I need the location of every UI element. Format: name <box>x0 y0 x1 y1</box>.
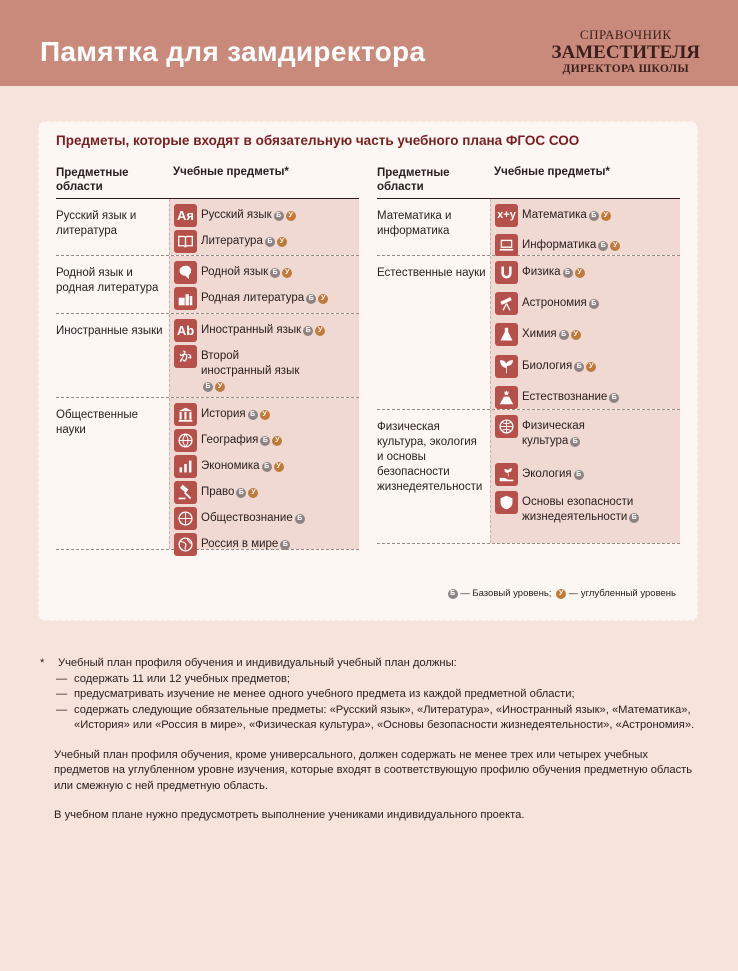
legend-base-text: — Базовый уровень; <box>460 588 552 599</box>
subject-area-group <box>56 314 359 398</box>
subjects-header: Учебные предметы* <box>173 166 289 178</box>
base-level-badge: Б <box>570 437 580 447</box>
shield-icon <box>495 491 518 514</box>
physics-icon <box>495 261 518 284</box>
area-header-line2: области <box>377 181 424 193</box>
base-level-badge: Б <box>303 326 313 336</box>
legend-adv-text: — углубленный уровень <box>568 588 676 599</box>
advanced-level-badge: У <box>260 410 270 420</box>
subject-item <box>174 481 258 504</box>
latin-letters-icon: Ab <box>174 319 197 342</box>
base-level-badge: Б <box>306 294 316 304</box>
subject-name <box>522 463 584 482</box>
subject-name <box>201 319 325 338</box>
advanced-level-badge: У <box>571 330 581 340</box>
base-level-badge: Б <box>574 362 584 372</box>
subjects-list <box>169 398 359 549</box>
subject-name-text: Физика <box>522 266 561 278</box>
formula-icon: x+y <box>495 204 518 227</box>
level-legend <box>446 588 676 599</box>
base-level-badge: Б <box>589 211 599 221</box>
subject-area-group <box>377 199 680 256</box>
laptop-icon <box>495 234 518 257</box>
right-column <box>377 163 680 544</box>
subject-name-text: Родная литература <box>201 292 305 304</box>
subject-item <box>495 386 619 409</box>
volcano-icon <box>495 386 518 409</box>
brand-line-2: ЗАМЕСТИТЕЛЯ <box>551 42 700 63</box>
advanced-level-badge: У <box>610 241 620 251</box>
base-level-badge: Б <box>609 393 619 403</box>
subject-area-name: Физическая культура, экология и основы безопасности жизнедеятельности <box>377 421 483 493</box>
footnote-paragraph: В учебном плане нужно предусмотреть выполнение учениками индивидуального проекта. <box>54 809 525 821</box>
page-title: Памятка для замдиректора <box>40 36 426 67</box>
base-level-badge: Б <box>270 268 280 278</box>
subject-name <box>201 455 284 474</box>
advanced-level-badge: У <box>575 268 585 278</box>
subject-name <box>522 292 599 311</box>
plant-icon <box>495 355 518 378</box>
subject-name-text: Россия в мире <box>201 538 279 550</box>
page-header <box>0 0 738 86</box>
ball-icon <box>495 415 518 438</box>
column-header <box>56 163 359 199</box>
subject-item <box>495 204 611 227</box>
hiragana-icon: か <box>174 345 197 368</box>
area-header <box>377 166 450 194</box>
footnote-intro: Учебный план профиля обучения и индивидуальный учебный план должны: <box>58 657 457 669</box>
brand-line-1: СПРАВОЧНИК <box>579 27 672 42</box>
base-level-badge: Б <box>574 470 584 480</box>
advanced-level-badge: У <box>586 362 596 372</box>
chart-icon <box>174 455 197 478</box>
subject-name <box>201 533 290 552</box>
subject-item <box>174 287 328 310</box>
base-level-badge: Б <box>280 540 290 550</box>
subject-name <box>522 355 596 374</box>
subject-item <box>495 415 597 449</box>
subject-item <box>174 345 311 394</box>
base-level-badge: Б <box>563 268 573 278</box>
subject-name <box>522 323 581 342</box>
footnote-item: — предусматривать изучение не менее одного учебного предмета из каждой предметной области; <box>74 687 700 703</box>
subject-name-text: Физическая культура <box>522 420 585 447</box>
subject-item <box>174 261 292 284</box>
advanced-level-badge: У <box>248 488 258 498</box>
subject-name-text: Обществознание <box>201 512 293 524</box>
base-level-badge: Б <box>598 241 608 251</box>
subject-area-group <box>56 398 359 550</box>
subject-item <box>174 204 296 227</box>
advanced-level-badge: У <box>277 237 287 247</box>
base-level-badge: Б <box>262 462 272 472</box>
subjects-list <box>169 199 359 255</box>
base-level-badge: Б <box>248 410 258 420</box>
subject-item <box>174 230 287 253</box>
subjects-card <box>40 123 696 619</box>
subject-name <box>201 230 287 249</box>
subject-name <box>522 204 611 223</box>
subject-name <box>201 204 296 223</box>
area-header-line1: Предметные <box>377 167 450 179</box>
subject-area-name: Общественные науки <box>56 409 139 436</box>
subject-name <box>201 507 305 526</box>
advanced-level-badge: У <box>282 268 292 278</box>
footnote-star: * <box>40 657 45 669</box>
subject-name <box>201 345 311 394</box>
subject-item <box>174 533 290 556</box>
brand-logo <box>551 28 700 76</box>
subject-name-text: Математика <box>522 209 587 221</box>
subject-item <box>495 234 620 257</box>
subject-item <box>174 319 325 342</box>
base-level-badge: Б <box>236 488 246 498</box>
subject-area-group <box>377 410 680 544</box>
subject-name-text: Родной язык <box>201 266 269 278</box>
subject-name-text: Литература <box>201 235 263 247</box>
subject-name-text: Экономика <box>201 460 260 472</box>
subject-area-name: Родной язык и родная литература <box>56 267 159 294</box>
subject-item <box>495 355 596 378</box>
columns-icon <box>174 403 197 426</box>
telescope-icon <box>495 292 518 315</box>
society-globe-icon <box>174 507 197 530</box>
subject-name <box>201 403 270 422</box>
base-level-badge: Б <box>448 589 458 599</box>
base-level-badge: Б <box>559 330 569 340</box>
footnote-paragraph: Учебный план профиля обучения, кроме универсального, должен содержать не менее трех или четырех учебных предметов на углубленном уровне изучения, которые входят в соответствующую профилю обучения предметную область или смежную с ней предметную область. <box>54 748 693 792</box>
subject-name <box>201 261 292 280</box>
base-level-badge: Б <box>203 382 213 392</box>
subjects-list <box>490 410 680 543</box>
subject-item <box>174 455 284 478</box>
world-icon <box>174 533 197 556</box>
advanced-level-badge: У <box>318 294 328 304</box>
advanced-level-badge: У <box>556 589 566 599</box>
subject-area-name: Иностранные языки <box>56 325 163 337</box>
area-header <box>56 166 129 194</box>
card-title: Предметы, которые входят в обязательную часть учебного плана ФГОС СОО <box>56 133 580 148</box>
subject-name-text: Информатика <box>522 239 597 251</box>
ecology-hand-icon <box>495 463 518 486</box>
subject-area-group <box>56 199 359 256</box>
subjects-list <box>490 199 680 255</box>
subject-area-name: Математика и информатика <box>377 210 452 237</box>
brand-line-3: ДИРЕКТОРА ШКОЛЫ <box>562 63 689 75</box>
subject-name <box>201 429 282 448</box>
subject-name <box>522 234 620 253</box>
subject-name-text: Экология <box>522 468 572 480</box>
base-level-badge: Б <box>629 513 639 523</box>
base-level-badge: Б <box>274 211 284 221</box>
advanced-level-badge: У <box>272 436 282 446</box>
book-icon <box>174 230 197 253</box>
subject-name-text: География <box>201 434 259 446</box>
area-header-line1: Предметные <box>56 167 129 179</box>
base-level-badge: Б <box>265 237 275 247</box>
subject-name-text: Химия <box>522 328 557 340</box>
subject-name-text: Иностранный язык <box>201 324 302 336</box>
subject-item <box>174 429 282 452</box>
subject-name <box>201 287 328 306</box>
subjects-list <box>169 314 359 397</box>
subject-name-text: Биология <box>522 360 573 372</box>
subject-area-name: Естественные науки <box>377 267 486 279</box>
footnotes <box>40 656 700 824</box>
books-icon <box>174 287 197 310</box>
subject-item <box>495 463 584 486</box>
subject-name <box>522 386 619 405</box>
advanced-level-badge: У <box>315 326 325 336</box>
column-header <box>377 163 680 199</box>
subject-item <box>174 403 270 426</box>
subjects-list <box>169 256 359 313</box>
footnote-item: — содержать 11 или 12 учебных предметов; <box>74 672 700 688</box>
left-column <box>56 163 359 550</box>
subject-item <box>495 491 642 525</box>
subjects-header: Учебные предметы* <box>494 166 610 178</box>
subject-name-text: Право <box>201 486 235 498</box>
subject-name <box>201 481 258 500</box>
subject-area-group <box>56 256 359 314</box>
gavel-icon <box>174 481 197 504</box>
subject-name-text: Естествознание <box>522 391 608 403</box>
advanced-level-badge: У <box>215 382 225 392</box>
subject-item <box>174 507 305 530</box>
letters-icon: Ая <box>174 204 197 227</box>
base-level-badge: Б <box>260 436 270 446</box>
subjects-list <box>490 256 680 409</box>
base-level-badge: Б <box>589 299 599 309</box>
subject-name-text: Астрономия <box>522 297 587 309</box>
advanced-level-badge: У <box>286 211 296 221</box>
advanced-level-badge: У <box>274 462 284 472</box>
subject-name <box>522 491 642 525</box>
area-header-line2: области <box>56 181 103 193</box>
flask-icon <box>495 323 518 346</box>
subject-name-text: Русский язык <box>201 209 272 221</box>
subject-name <box>522 261 585 280</box>
subject-item <box>495 323 581 346</box>
globe-icon <box>174 429 197 452</box>
speech-bubble-icon <box>174 261 197 284</box>
subject-item <box>495 292 599 315</box>
advanced-level-badge: У <box>601 211 611 221</box>
subject-area-name: Русский язык и литература <box>56 210 137 237</box>
subject-name <box>522 415 597 449</box>
subject-name-text: Второй иностранный язык <box>201 350 300 377</box>
subject-item <box>495 261 585 284</box>
subject-name-text: История <box>201 408 246 420</box>
subject-area-group <box>377 256 680 410</box>
footnote-item: — содержать следующие обязательные предметы: «Русский язык», «Литература», «Иностранный язык», «Математика», «История» или «Россия в мире», «Физическая культура», «Основы безопасности жизнедеятельности», «Астрономия». <box>74 703 700 734</box>
subject-name-text: Основы езопасности жизнедеятельности <box>522 496 634 523</box>
base-level-badge: Б <box>295 514 305 524</box>
